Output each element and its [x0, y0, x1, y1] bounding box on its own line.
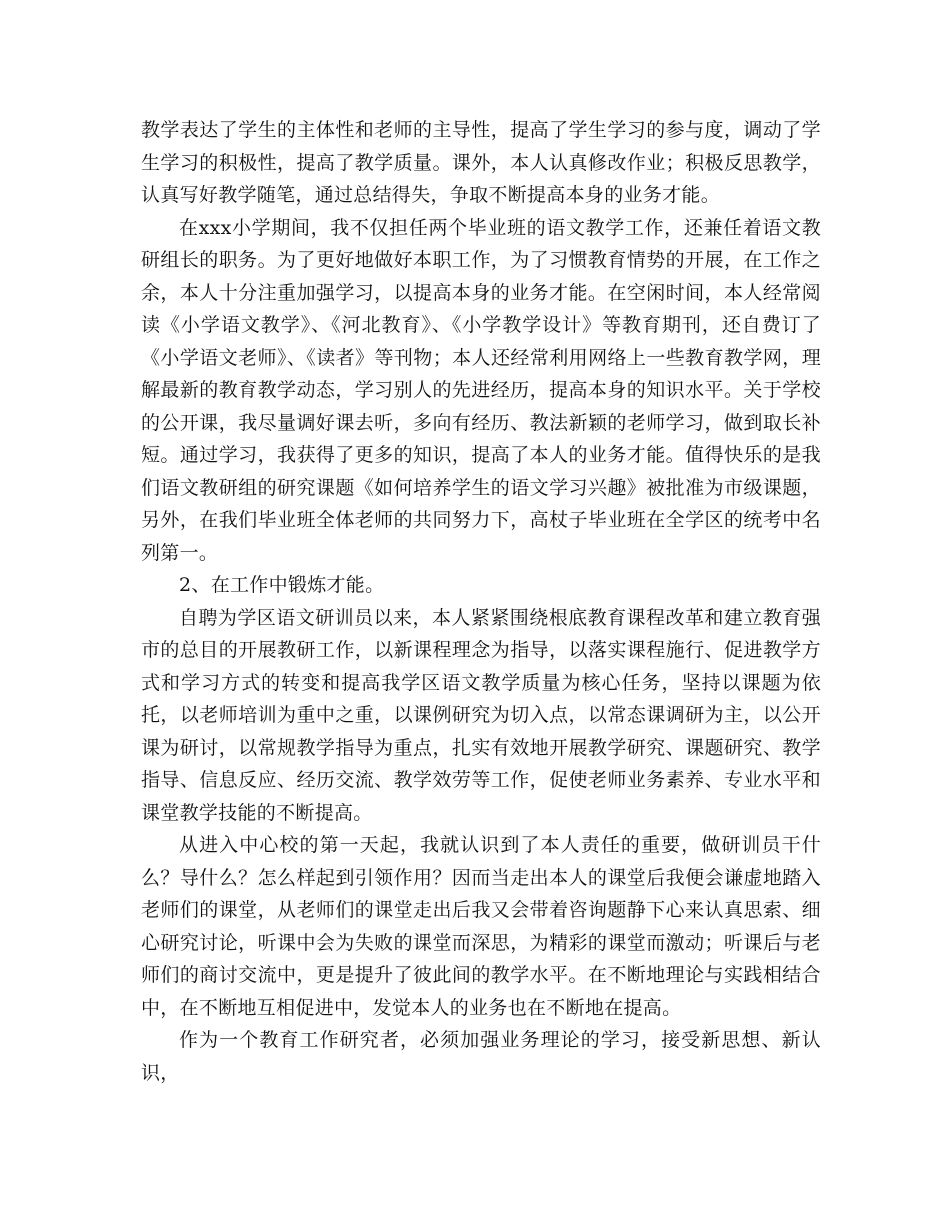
- paragraph-4: 从进入中心校的第一天起，我就认识到了本人责任的重要，做研训员干什么？导什么？怎么样起到引领作用？因而当走出本人的课堂后我便会谦虚地踏入老师们的课堂，从老师们的课堂走出后我又会带着咨询题静下心来认真思索、细心研究讨论，听课中会为失败的课堂而深思，为精彩的课堂而激动；听课后与老师们的商讨交流中，更是提升了彼此间的教学水平。在不断地理论与实践相结合中，在不断地互相促进中，发觉本人的业务也在不断地在提高。: [141, 834, 821, 1019]
- paragraph-1: 教学表达了学生的主体性和老师的主导性，提高了学生学习的参与度，调动了学生学习的积极性，提高了教学质量。课外，本人认真修改作业；积极反思教学，认真写好教学随笔，通过总结得失，争取不断提高本身的业务才能。: [141, 119, 821, 206]
- paragraph-2: 在xxx小学期间，我不仅担任两个毕业班的语文教学工作，还兼任着语文教研组长的职务。为了更好地做好本职工作，为了习惯教育情势的开展，在工作之余，本人十分注重加强学习，以提高本身的业务才能。在空闲时间，本人经常阅读《小学语文教学》、《河北教育》、《小学教学设计》等教育期刊，还自费订了《小学语文老师》、《读者》等刊物；本人还经常利用网络上一些教育教学网，理解最新的教育教学动态，学习别人的先进经历，提高本身的知识水平。关于学校的公开课，我尽量调好课去听，多向有经历、教法新颖的老师学习，做到取长补短。通过学习，我获得了更多的知识，提高了本人的业务才能。值得快乐的是我们语文教研组的研究课题《如何培养学生的语文学习兴趣》被批准为市级课题，另外，在我们毕业班全体老师的共同努力下，高杖子毕业班在全学区的统考中名列第一。: [141, 216, 821, 564]
- paragraph-3: 自聘为学区语文研训员以来，本人紧紧围绕根底教育课程改革和建立教育强市的总目的开展教研工作，以新课程理念为指导，以落实课程施行、促进教学方式和学习方式的转变和提高我学区语文教学质量为核心任务，坚持以课题为依托，以老师培训为重中之重，以课例研究为切入点，以常态课调研为主，以公开课为研讨，以常规教学指导为重点，扎实有效地开展教学研究、课题研究、教学指导、信息反应、经历交流、教学效劳等工作，促使老师业务素养、专业水平和课堂教学技能的不断提高。: [141, 606, 821, 824]
- paragraph-5: 作为一个教育工作研究者，必须加强业务理论的学习，接受新思想、新认识，: [141, 1029, 821, 1084]
- section-heading-2: 2、在工作中锻炼才能。: [179, 574, 385, 596]
- document-body: [141, 114, 821, 1089]
